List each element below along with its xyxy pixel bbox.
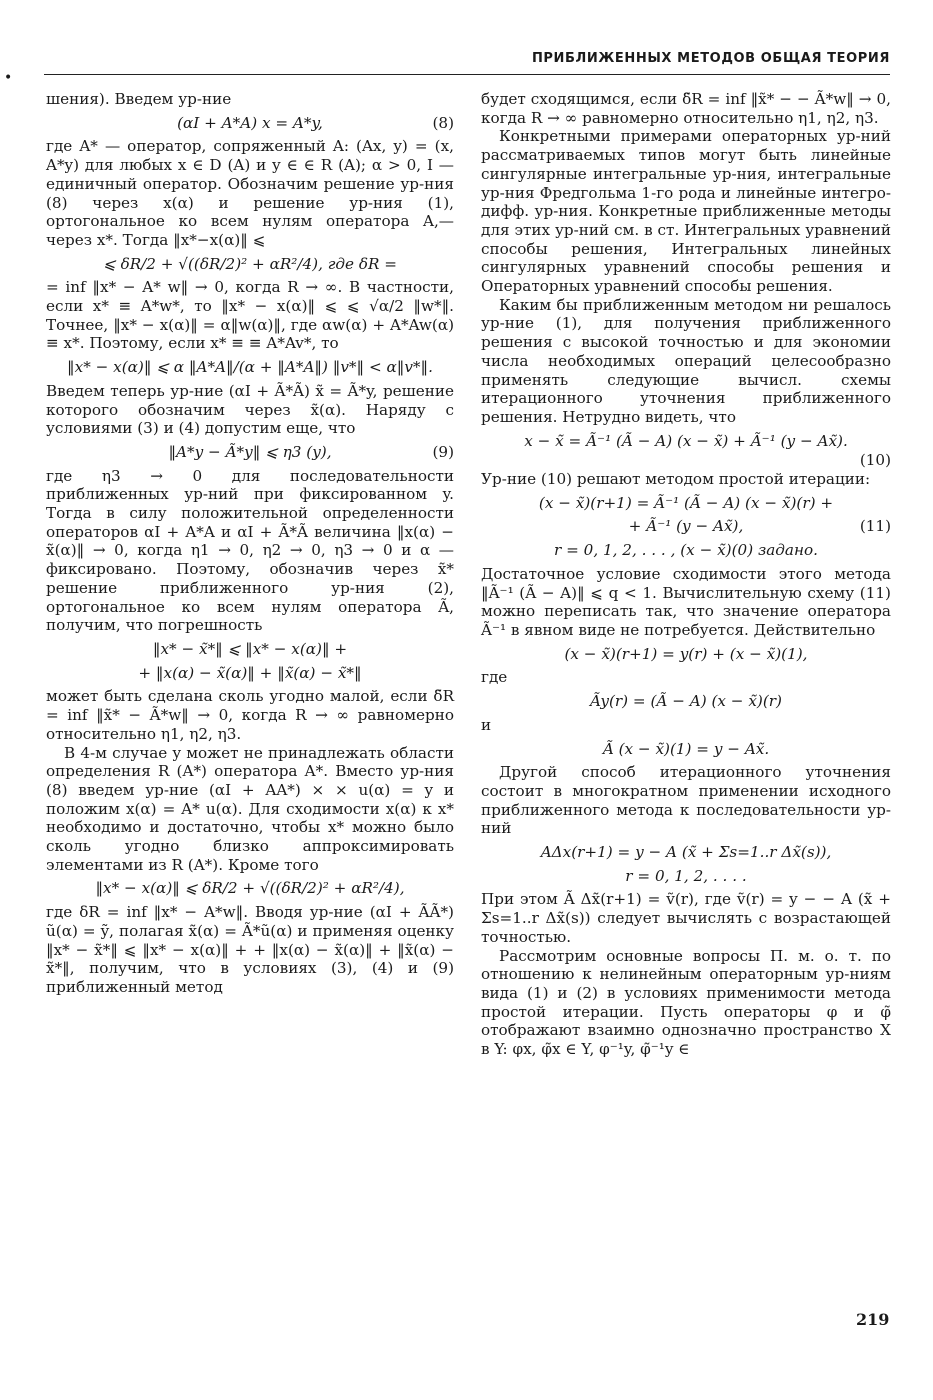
paragraph: В 4-м случае y может не принадлежать области определения R (A*) оператора A*. Вместо ур-ния (8) введем ур-ние (αI + AA*) × × u(α) = y и положим x(α) = A* u(α). Для сходимости x(α) к x* необходимо и достаточно, чтобы x* можно было сколь угодно близко аппроксимировать элементами из R (A*). Кроме того xyxy=(46,743,454,874)
equation: + ‖x(α) − x̃(α)‖ + ‖x̃(α) − x̃*‖ xyxy=(138,663,362,682)
paragraph: Достаточное условие сходимости этого метода ‖Ã⁻¹ (Ã − A)‖ ⩽ q < 1. Вычислительную схему (11) можно переписать так, что значение оператора Ã⁻¹ в явном виде не потребуется. Действительно xyxy=(481,564,891,639)
header-title: ПРИБЛИЖЕННЫХ МЕТОДОВ ОБЩАЯ ТЕОРИЯ xyxy=(531,51,890,66)
paragraph: Другой способ итерационного уточнения состоит в многократном применении исходного приближенного метода к последовательности ур-ний xyxy=(481,763,891,838)
page-number: 219 xyxy=(856,1310,890,1329)
equation: ⩽ δR/2 + √((δR/2)² + αR²/4), где δR = xyxy=(103,254,397,273)
paragraph: может быть сделана сколь угодно малой, если δ̃R = inf ‖x̃* − Ã*w‖ → 0, когда R → ∞ равномерно относительно η1, η2, η3. xyxy=(46,687,454,743)
equation: ‖x* − x̃*‖ ⩽ ‖x* − x(α)‖ + xyxy=(152,639,348,658)
equation: Ã (x − x̃)(1) = y − Ax̃. xyxy=(602,739,770,758)
running-header xyxy=(44,50,890,75)
paragraph: шения). Введем ур-ние xyxy=(46,90,232,108)
equation-11: (x − x̃)(r+1) = Ã⁻¹ (Ã − A) (x − x̃)(r) + xyxy=(538,493,834,512)
margin-mark: • xyxy=(4,70,13,86)
paragraph: где η3 → 0 для последовательности приближенных ур-ний при фиксированном y. Тогда в силу положительной определенности операторов αI + A*A и αI + Ã*Ã величина ‖x(α) − x̃(α)‖ → 0, когда η1 → 0, η2 → 0, η3 → 0 и α — фиксировано. Поэтому, обозначив через x̃* решение приближенного ур-ния (2), ортогональное ко всем нулям оператора Ã, получим, что погрешность xyxy=(46,466,454,635)
paragraph: Ур-ние (10) решают методом простой итерации: xyxy=(481,470,871,489)
equation: (x − x̃)(r+1) = y(r) + (x − x̃)(1), xyxy=(564,644,808,663)
equation-11-cont: + Ã⁻¹ (y − Ax̃), (11) xyxy=(628,517,891,536)
label-where: где xyxy=(481,668,508,687)
equation-number: (11) xyxy=(859,517,891,536)
equation-8: (αI + A*A) x = A*y, (8) xyxy=(177,113,454,132)
right-column xyxy=(481,90,891,1059)
equation: r = 0, 1, 2, . . . , (x − x̃)(0) задано. xyxy=(554,541,818,560)
equation-9: ‖A*y − Ã*y‖ ⩽ η3 (y), (9) xyxy=(168,442,454,461)
equation-number: (8) xyxy=(432,113,454,132)
paragraph: = inf ‖x* − A* w‖ → 0, когда R → ∞. В частности, если x* ≡ A*w*, то ‖x* − x(α)‖ ⩽ ⩽ √α/2 ‖w*‖. Точнее, ‖x* − x(α)‖ = α‖w(α)‖, где αw(α) + A*Aw(α) ≡ x*. Поэтому, если x* ≡ ≡ A*Av*, то xyxy=(46,278,454,353)
paragraph: Рассмотрим основные вопросы П. м. о. т. по отношению к нелинейным операторным ур-ниям вида (1) и (2) в условиях применимости метода простой итерации. Пусть операторы φ и φ̃ отображают взаимно однозначно пространство X в Y: φx, φ̃x ∈ Y, φ⁻¹y, φ̃⁻¹y ∈ xyxy=(481,946,891,1059)
equation: Ãy(r) = (Ã − A) (x − x̃)(r) xyxy=(590,692,782,711)
paragraph: где A* — оператор, сопряженный A: (Ax, y) = (x, A*y) для любых x ∈ D (A) и y ∈ ∈ R (A); α > 0, I — единичный оператор. Обозначим решение ур-ния (8) через x(α) и решение ур-ния (1), ортогональное ко всем нулям оператора A,—через x*. Тогда ‖x*−x(α)‖ ⩽ xyxy=(46,137,454,249)
equation-number: (9) xyxy=(432,442,454,461)
paragraph: Каким бы приближенным методом ни решалось ур-ние (1), для получения приближенного решения с высокой точностью и для экономии числа необходимых операций целесообразно применять следующие вычисл. схемы итерационного уточнения приближенного решения. Нетрудно видеть, что xyxy=(481,295,891,426)
paragraph: Введем теперь ур-ние (αI + Ã*Ã) x̃ = Ã*y, решение которого обозначим через x̃(α). Наряду с условиями (3) и (4) допустим еще, что xyxy=(46,381,454,438)
label-and: и xyxy=(481,715,492,734)
equation-number: (10) xyxy=(859,451,891,470)
paragraph: При этом Ã Δx̃(r+1) = ṽ(r), где ṽ(r) = y − − A (x̃ + Σs=1..r Δx̃(s)) следует вычислять с возрастающей точностью. xyxy=(481,890,891,946)
paragraph: Конкретными примерами операторных ур-ний рассматриваемых типов могут быть линейные сингулярные интегральные ур-ния, интегральные ур-ния Фредгольма 1-го рода и линейные интегро-дифф. ур-ния. Конкретные приближенные методы для этих ур-ний см. в ст. Интегральных уравнений способы решения, Интегральных линейных сингулярных уравнений способы решения и Операторных уравнений способы решения. xyxy=(481,127,891,296)
equation: ‖x* − x(α)‖ ⩽ α ‖A*A‖/(α + ‖A*A‖) ‖v*‖ < α‖v*‖. xyxy=(67,358,433,377)
equation: ‖x* − x(α)‖ ⩽ δR/2 + √((δR/2)² + αR²/4), xyxy=(95,879,405,898)
left-column xyxy=(46,90,454,997)
equation-10: x − x̃ = Ã⁻¹ (Ã − A) (x − x̃) + Ã⁻¹ (y − Ax̃). xyxy=(524,431,848,450)
equation: r = 0, 1, 2, . . . . xyxy=(625,866,747,885)
equation: AΔx(r+1) = y − A (x̃ + Σs=1..r Δx̃(s)), xyxy=(540,843,832,862)
paragraph: будет сходящимся, если δ̃R = inf ‖x̃* − − Ã*w‖ → 0, когда R → ∞ равномерно относительно η1, η2, η3. xyxy=(481,90,891,127)
paragraph: где δR = inf ‖x* − A*w‖. Вводя ур-ние (αI + ÃÃ*) ũ(α) = ỹ, полагая x̃(α) = Ã*ũ(α) и применяя оценку ‖x* − x̃*‖ ⩽ ‖x* − x(α)‖ + + ‖x(α) − x̃(α)‖ + ‖x̃(α) − x̃*‖, получим, что в условиях (3), (4) и (9) приближенный метод xyxy=(46,903,454,996)
